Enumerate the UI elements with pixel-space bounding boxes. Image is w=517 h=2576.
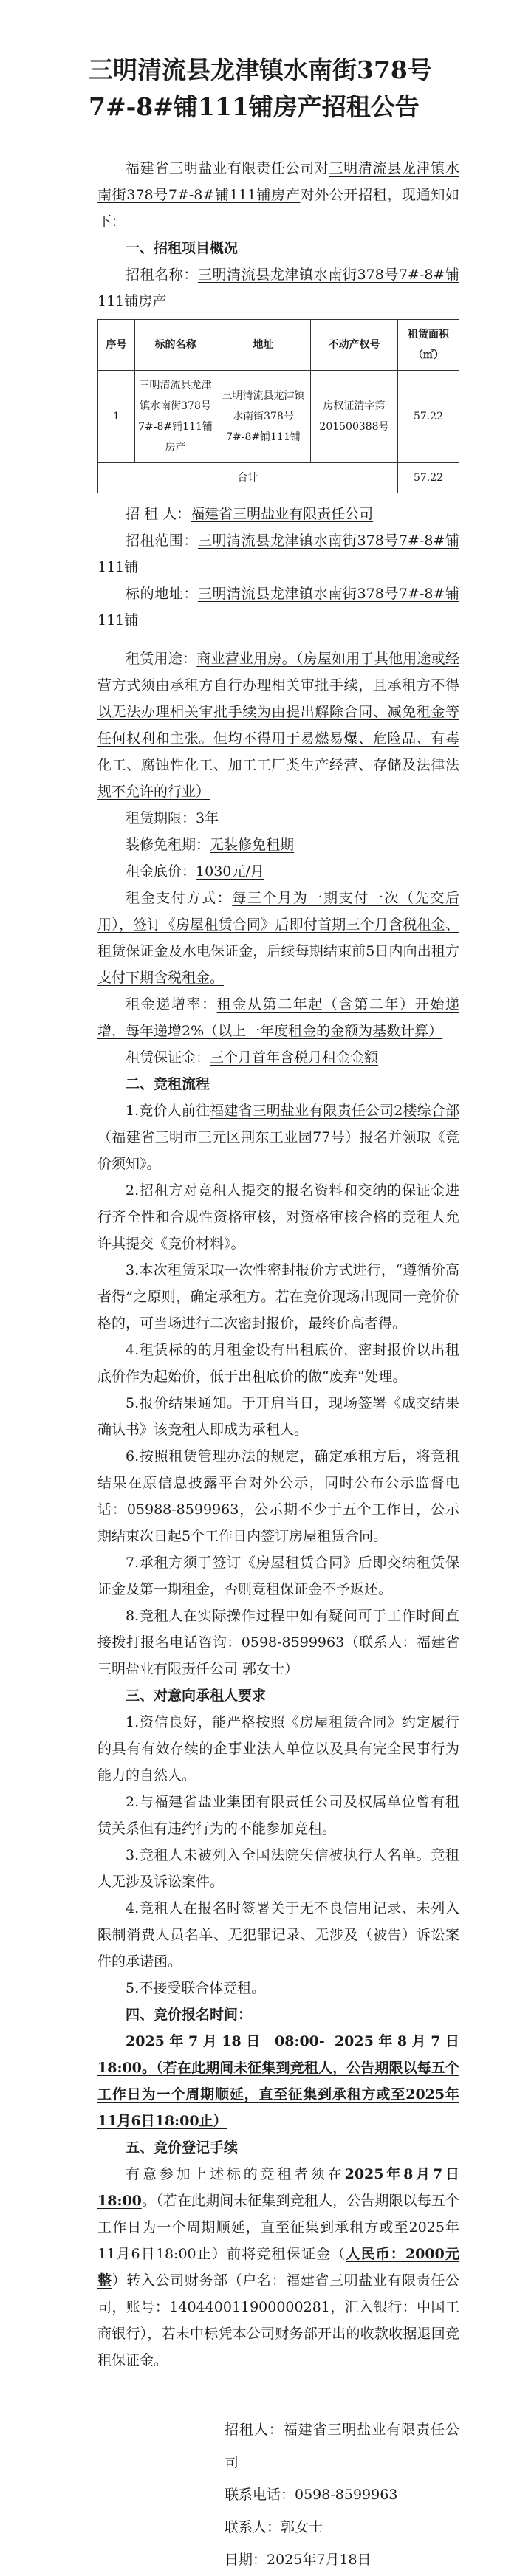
field-label: 租金递增率： <box>126 996 217 1013</box>
section-heading-requirements: 三、对意向承租人要求 <box>126 1688 267 1704</box>
table-cell: 房权证清字第201500388号 <box>311 371 398 463</box>
lessor-line <box>97 501 459 527</box>
process-item: 5.报价结果通知。于开启当日，现场签署《成交结果确认书》该竞租人即成为承租人。 <box>97 1395 459 1438</box>
increase-line <box>97 991 459 1044</box>
renovation-line <box>97 832 459 858</box>
project-name <box>97 261 459 315</box>
field-value: 1030元/月 <box>196 863 264 880</box>
sign-contact: 联系人：郭女士 <box>225 2519 323 2535</box>
procedure-text: ）转入公司财务部（户名：福建省三明盐业有限责任公司，账号：140440011900000281，汇入银行：中国工商银行），若未中标凭本公司财务部开出的收款收据退回竞租保证金。 <box>97 2272 459 2368</box>
field-label: 装修免租期： <box>126 837 210 853</box>
field-label: 租赁用途： <box>126 651 197 667</box>
sign-lessor: 招租人：福建省三明盐业有限责任公司 <box>225 2422 459 2470</box>
process-item: 7.承租方须于签订《房屋租赁合同》后即交纳租赁保证金及第一期租金，否则竞租保证金不予返还。 <box>97 1555 459 1597</box>
procedure-text: 有意参加上述标的竞租者须在 <box>126 2166 345 2182</box>
scope-line <box>97 527 459 580</box>
intro-text: 福建省三明盐业有限责任公司对 <box>126 160 329 177</box>
requirement-item: 3.竞租人未被列入全国法院失信被执行人名单。竞租人无涉及诉讼案件。 <box>97 1847 459 1890</box>
col-header: 地址 <box>216 320 311 371</box>
registration-procedure-text <box>97 2161 459 2374</box>
total-label: 合计 <box>98 463 398 493</box>
field-value: 福建省三明盐业有限责任公司 <box>191 506 374 522</box>
sign-phone: 联系电话：0598-8599963 <box>225 2487 398 2503</box>
field-label: 招 租 人： <box>126 506 191 522</box>
intro-paragraph <box>97 155 459 235</box>
field-label: 租赁期限： <box>126 810 196 826</box>
field-value: 三明清流县龙津镇水南街378号7#-8#铺111铺房产 <box>97 267 459 309</box>
intro-property: 三明清流县龙津镇水南街378号7#-8#铺111铺房产 <box>97 160 459 203</box>
field-value: 无装修免租期 <box>210 837 295 853</box>
deposit-line <box>97 1044 459 1071</box>
table-cell: 三明清流县龙津镇水南街378号7#-8#铺111铺 <box>216 371 311 463</box>
requirement-item: 4.竞租人在报名时签署关于无不良信用记录、未列入限制消费人员名单、无犯罪记录、无涉及（被告）诉讼案件的承诺函。 <box>97 1900 459 1970</box>
field-value: 租金从第二年起（含第二年）开始递增，每年递增2%（以上一年度租金的金额为基数计算） <box>97 996 459 1039</box>
item-text-end: 报名并领取《竞价须知》。 <box>97 1129 459 1172</box>
process-item: 2.招租方对竞租人提交的报名资料和交纳的保证金进行齐全性和合规性资格审核，对资格审核合格的竞租人允许其提交《竞价材料》。 <box>97 1182 459 1252</box>
process-item: 3.本次租赁采取一次性密封报价方式进行，“遵循价高者得”之原则，确定承租方。若在竞价现场出现同一竞价价格的，可当场进行二次密封报价，最终价高者得。 <box>97 1262 459 1332</box>
total-value: 57.22 <box>398 463 459 493</box>
field-label: 标的地址： <box>126 586 198 602</box>
term-line <box>97 805 459 832</box>
table-header-row <box>98 320 459 371</box>
sign-date: 日期：2025年7月18日 <box>225 2552 372 2568</box>
table-cell: 三明清流县龙津镇水南街378号7#-8#铺111铺房产 <box>135 371 216 463</box>
field-value: 3年 <box>196 810 219 826</box>
procedure-text: 。（若在此期间未征集到竞租人，公告期限以每五个工作日为一个周期顺延，直至征集到承租方或至2025年11月6日18:00止）前将竞租保证金（ <box>97 2193 459 2262</box>
signature-block <box>225 2414 459 2576</box>
process-item: 6.按照租赁管理办法的规定，确定承租方后，将竞租结果在原信息披露平台对外公示，同时公布公示监督电话：05988-8599963，公示期不少于五个工作日，公示期结束次日起5个工作日内签订房屋租赁合同。 <box>97 1448 459 1544</box>
field-value: 三个月首年含税月租金金额 <box>210 1049 379 1066</box>
intro-text-end: 对外公开招租，现通知如下： <box>97 187 459 230</box>
item-text: 1.竞价人前往 <box>126 1103 210 1119</box>
field-value: 商业营业用房。（房屋如用于其他用途或经营方式须由承租方自行办理相关审批手续，且承租方不得以无法办理相关审批手续为由提出解除合同、减免租金等任何权利和主张。但均不得用于易燃易爆、危险品、有毒化工、腐蚀性化工、加工工厂类生产经营、存储及法律法规不允许的行业） <box>97 651 459 800</box>
address-line <box>97 580 459 634</box>
field-label: 租金底价： <box>126 863 196 880</box>
field-label: 租金支付方式： <box>126 890 233 906</box>
field-label: 租赁保证金： <box>126 1049 210 1066</box>
table-total-row <box>98 463 459 493</box>
section-heading-registration-time: 四、竞价报名时间： <box>126 2007 253 2023</box>
requirement-item: 2.与福建省盐业集团有限责任公司及权属单位曾有租赁关系但有违约行为的不能参加竞租。 <box>97 1794 459 1837</box>
payment-line <box>97 885 459 991</box>
col-header: 标的名称 <box>135 320 216 371</box>
process-item: 4.租赁标的的月租金设有出租底价，密封报价以出租底价作为起始价，低于出租底价的做“废弃”处理。 <box>97 1342 459 1385</box>
col-header: 序号 <box>98 320 135 371</box>
field-value: 每三个月为一期支付一次（先交后用），签订《房屋租赁合同》后即付首期三个月含税租金、租赁保证金及水电保证金，后续每期结束前5日内向出租方支付下期含税租金。 <box>97 890 459 986</box>
requirement-item: 5.不接受联合体竞租。 <box>126 1980 266 1996</box>
field-value: 三明清流县龙津镇水南街378号7#-8#铺111铺 <box>97 532 459 575</box>
use-line <box>97 645 459 805</box>
procedure-deadline: 2025年8月7日 18:00 <box>97 2166 459 2209</box>
deposit-amount: 人民币：2000元整 <box>97 2246 459 2289</box>
field-label: 招租名称： <box>126 267 198 283</box>
col-header: 租赁面积（㎡） <box>398 320 459 371</box>
requirement-item: 1.资信良好，能严格按照《房屋租赁合同》约定履行的具有有效存续的企事业法人单位以及具有完全民事行为能力的自然人。 <box>97 1714 459 1784</box>
col-header: 不动产权号 <box>311 320 398 371</box>
table-cell: 57.22 <box>398 371 459 463</box>
process-item <box>97 1097 459 1177</box>
page-title: 三明清流县龙津镇水南街378号7#-8#铺111铺房产招租公告 <box>89 55 432 121</box>
table-row <box>98 371 459 463</box>
section-heading-process: 二、竞租流程 <box>126 1076 210 1092</box>
section-heading-registration-procedure: 五、竞价登记手续 <box>126 2140 239 2156</box>
base-price-line <box>97 858 459 885</box>
field-label: 招租范围： <box>126 532 198 549</box>
property-table <box>97 319 459 493</box>
registration-time-text: 2025年7月18日 08:00- 2025年8月7日 18:00。（若在此期间未征集到竞租人，公告期限以每五个工作日为一个周期顺延，直至征集到承租方或至2025年11月6日18:00止） <box>97 2033 459 2129</box>
item-address: 福建省三明盐业有限责任公司2楼综合部（福建省三明市三元区荆东工业园77号） <box>97 1103 459 1145</box>
process-item: 8.竞租人在实际操作过程中如有疑问可于工作时间直接拨打报名电话咨询：0598-8599963（联系人：福建省三明盐业有限责任公司 郭女士） <box>97 1608 459 1677</box>
section-heading-overview: 一、招租项目概况 <box>126 240 239 256</box>
field-value: 三明清流县龙津镇水南街378号7#-8#铺111铺 <box>97 586 459 628</box>
table-cell: 1 <box>98 371 135 463</box>
